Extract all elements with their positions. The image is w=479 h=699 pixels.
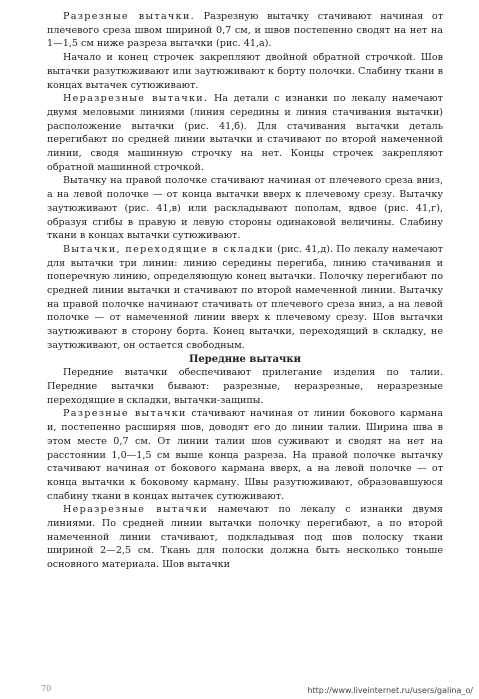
- paragraph-lead: Неразрезные вытачки: [63, 504, 209, 516]
- section-heading: Передние вытачки: [188, 353, 301, 365]
- paragraph-text: (рис. 41,д). По лекалу намечают для вытачки три линии: линию середины перегиба, линию стачивания и поперечную линию, определяющую конец вытачки. Полочку перегибают по средней линии вытачки и стачивают по второй намеченной линии. Вытачку на правой полочке начинают стачивать от плечевого среза вниз, а на левой полочке — от намеченной линии вверх к плечевому срезу. Шов вытачки заутюживают в сторону борта. Конец вытачки, переходящий в складку, не заутюживают, он остается свободным.: [47, 243, 443, 351]
- paragraph-3: [47, 92, 443, 174]
- paragraph-4: [47, 174, 443, 243]
- paragraph-8: [47, 503, 443, 572]
- paragraph-text: Передние вытачки обеспечивают прилегание изделия по талии. Передние вытачки бывают: разрезные, неразрезные, неразрезные переходящие в складки, вытачки-защипы.: [47, 367, 443, 406]
- paragraph-5: [47, 243, 443, 353]
- paragraph-1: [47, 10, 443, 51]
- page-number: 70: [41, 684, 52, 693]
- paragraph-text: На детали с изнанки по лекалу намечают двумя меловыми линиями (линия середины и линия стачивания вытачки) расположение вытачки (рис. 41,б). Для стачивания вытачки деталь перегибают по средней линии вытачки и стачивают по второй намеченной линии, сводя машинную строчку на нет. Концы строчек закрепляют обратной машинной строчкой.: [47, 93, 443, 173]
- paragraph-lead: Неразрезные вытачки.: [63, 93, 209, 105]
- paragraph-lead: Разрезные вытачки: [63, 408, 187, 420]
- paragraph-lead: Разрезные вытачки.: [63, 11, 196, 22]
- paragraph-text: Начало и конец строчек закрепляют двойной обратной строчкой. Шов вытачки разутюживают или заутюживают к борту полочки. Слабину ткани в концах вытачек сутюживают.: [47, 52, 443, 91]
- paragraph-text: Разрезную вытачку стачивают начиная от плечевого среза швом шириной 0,7 см, и швов постепенно сводят на нет на 1—1,5 см ниже разреза вытачки (рис. 41,а).: [47, 11, 443, 50]
- paragraph-7: [47, 407, 443, 503]
- body-text: [47, 10, 443, 572]
- paragraph-text: стачивают начиная от линии бокового кармана и, постепенно расширяя шов, доводят его до линии талии. Ширина шва в этом месте 0,7 см. От линии талии шов суживают и сводят на нет на расстоянии 1,0—1,5 см выше конца разреза. На правой полочке вытачку стачивают начиная от бокового кармана вверх, а на левой полочке — от конца вытачки к боковому карману. Швы разутюживают, образовавшуюся слабину ткани в концах вытачек сутюживают.: [47, 408, 443, 502]
- paragraph-lead: Вытачки, переходящие в складки: [63, 243, 274, 255]
- paragraph-2: [47, 51, 443, 92]
- paragraph-text: Вытачку на правой полочке стачивают начиная от плечевого среза вниз, а на левой полочке — от конца вытачки вверх к плечевому срезу. Вытачку заутюживают (рис. 41,в) или раскладывают пополам, вдвое (рис. 41,г), образуя сгибы в правую и левую стороны одинаковой величины. Слабину ткани в концах вытачки сутюживают.: [47, 175, 443, 242]
- paragraph-text: намечают по лекалу с изнанки двумя линиями. По средней линии вытачки полочку перегибают, а по второй намеченной линии стачивают, подкладывая под шов полоску ткани шириной 2—2,5 см. Ткань для полоски должна быть несколько тоньше основного материала. Шов вытачки: [47, 504, 443, 571]
- paragraph-6: [47, 366, 443, 407]
- watermark-url: http://www.liveinternet.ru/users/galina_o/: [307, 686, 473, 695]
